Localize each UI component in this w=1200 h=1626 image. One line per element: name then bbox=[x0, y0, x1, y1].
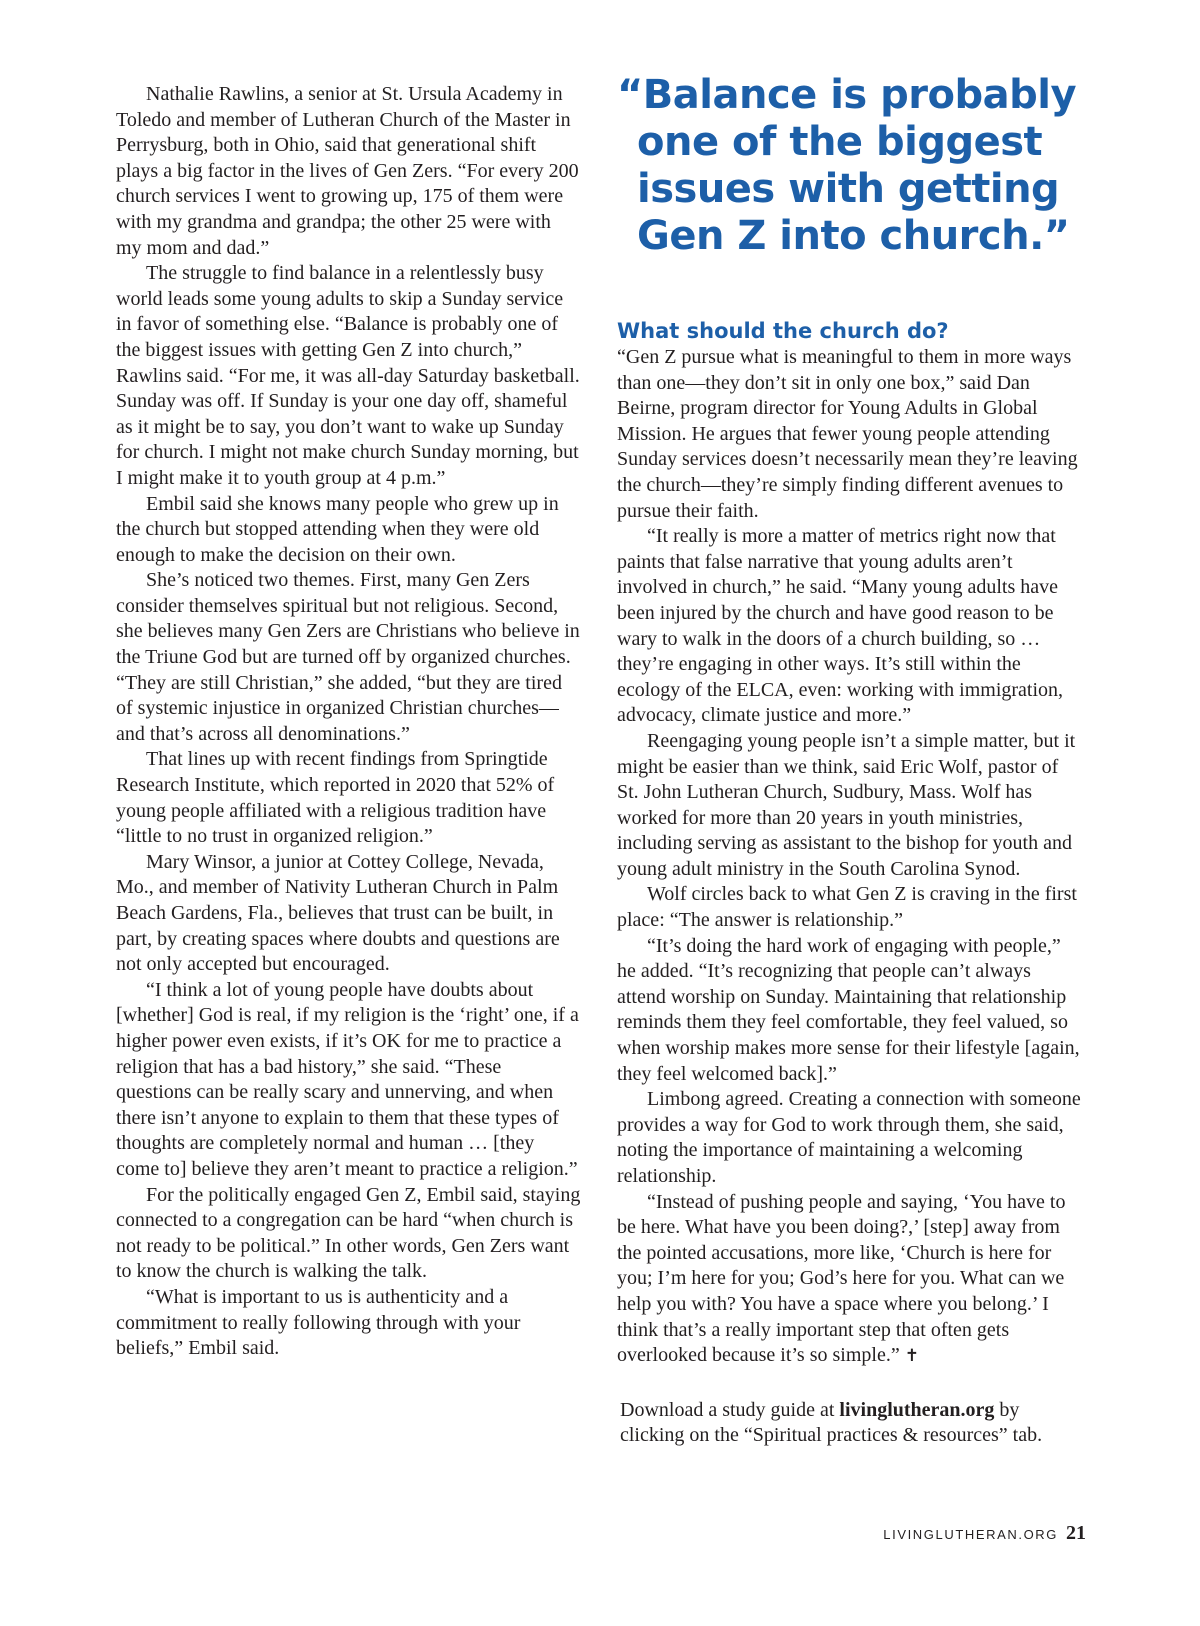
right-column bbox=[617, 72, 1082, 1449]
body-paragraph: Embil said she knows many people who grew up in the church but stopped attending when they were old enough to make the decision on their own. bbox=[116, 492, 559, 566]
body-paragraph: Nathalie Rawlins, a senior at St. Ursula Academy in Toledo and member of Lutheran Church of the Master in Perrysburg, both in Ohio, said that generational shift plays a big factor in the lives of Gen Zers. “For every 200 church services I went to growing up, 175 of them were with my grandma and grandpa; the other 25 were with my mom and dad.” bbox=[116, 83, 579, 259]
body-paragraph: Limbong agreed. Creating a connection with someone provides a way for God to work through them, she said, noting the importance of maintaining a welcoming relationship. bbox=[617, 1088, 1081, 1187]
body-paragraph: The struggle to find balance in a relentlessly busy world leads some young adults to skip a Sunday service in favor of something else. “Balance is probably one of the biggest issues with getting Gen Z into church,” Rawlins said. “For me, it was all-day Saturday basketball. Sunday was off. If Sunday is your one day off, shameful as it might be to say, you don’t want to wake up Sunday for church. I might not make church Sunday morning, but I might make it to youth group at 4 p.m.” bbox=[116, 262, 580, 489]
final-paragraph-text: “Instead of pushing people and saying, ‘You have to be here. What have you been doing?,’ [step] away from the pointed accusations, more like, ‘Church is here for you; I’m here for you; God’s here for you. What can we help you with? You have a space where you belong.’ I think that’s a really important step that often gets overlooked because it’s so simple.” bbox=[617, 1190, 1066, 1367]
body-paragraph: “What is important to us is authenticity and a commitment to really following through with your beliefs,” Embil said. bbox=[116, 1285, 521, 1360]
footer-site: LIVINGLUTHERAN.ORG bbox=[883, 1527, 1058, 1542]
body-paragraph-final bbox=[617, 1190, 1082, 1370]
body-paragraph: “I think a lot of young people have doubts about [whether] God is real, if my religion is the ‘right’ one, if a higher power even exists, if it’s OK for me to practice a religion that has a bad history,” she said. “These questions can be really scary and unnerving, and when there isn’t anyone to explain to them that these types of thoughts are completely normal and human … [they come to] believe they aren’t meant to practice a religion.” bbox=[116, 978, 579, 1180]
page-number: 21 bbox=[1066, 1522, 1086, 1544]
body-paragraph: “Gen Z pursue what is meaningful to them in more ways than one—they don’t sit in only one box,” said Dan Beirne, program director for Young Adults in Global Mission. He argues that fewer young people attending Sunday services doesn’t necessarily mean they’re leaving the church—they’re simply finding different avenues to pursue their faith. bbox=[617, 346, 1078, 522]
study-guide-note bbox=[617, 1398, 1082, 1449]
study-guide-text-end: by clicking on the “Spiritual practices & resources” tab. bbox=[620, 1398, 1043, 1447]
study-guide-link[interactable]: livinglutheran.org bbox=[839, 1398, 995, 1421]
body-paragraph: For the politically engaged Gen Z, Embil said, staying connected to a congregation can be hard “when church is not ready to be political.” In other words, Gen Zers want to know the church is walking the talk. bbox=[116, 1183, 581, 1283]
body-paragraph: That lines up with recent findings from Springtide Research Institute, which reported in 2020 that 52% of young people affiliated with a religious tradition have “little to no trust in organized religion.” bbox=[116, 748, 555, 848]
study-guide-text: Download a study guide at bbox=[620, 1398, 840, 1421]
body-paragraph: Mary Winsor, a junior at Cottey College, Nevada, Mo., and member of Nativity Lutheran Church in Palm Beach Gardens, Fla., believes that trust can be built, in part, by creating spaces where doubts and questions are not only accepted but encouraged. bbox=[116, 850, 560, 976]
body-paragraph: She’s noticed two themes. First, many Gen Zers consider themselves spiritual but not religious. Second, she believes many Gen Zers are Christians who believe in the Triune God but are turned off by organized churches. “They are still Christian,” she added, “but they are tired of systemic injustice in organized Christian churches—and that’s across all denominations.” bbox=[116, 569, 580, 745]
body-paragraph: Reengaging young people isn’t a simple matter, but it might be easier than we think, said Eric Wolf, pastor of St. John Lutheran Church, Sudbury, Mass. Wolf has worked for more than 20 years in youth ministries, including serving as assistant to the bishop for youth and young adult ministry in the South Carolina Synod. bbox=[617, 729, 1076, 880]
section-heading: What should the church do? bbox=[617, 319, 949, 343]
cross-icon: ✝ bbox=[904, 1346, 919, 1367]
body-paragraph: “It’s doing the hard work of engaging with people,” he added. “It’s recognizing that people can’t always attend worship on Sunday. Maintaining that relationship reminds them they feel comfortable, they feel valued, so when worship makes more sense for their lifestyle [again, they feel welcomed back].” bbox=[617, 934, 1080, 1085]
pull-quote: “Balance is probably one of the biggest issues with getting Gen Z into church.” bbox=[617, 72, 1077, 259]
page-footer bbox=[883, 1522, 1086, 1545]
body-paragraph: “It really is more a matter of metrics right now that paints that false narrative that young adults aren’t involved in church,” he said. “Many young adults have been injured by the church and have good reason to be wary to walk in the doors of a church building, so … they’re engaging in other ways. It’s still within the ecology of the ELCA, even: working with immigration, advocacy, climate justice and more.” bbox=[617, 525, 1064, 727]
body-paragraph: Wolf circles back to what Gen Z is craving in the first place: “The answer is relationship.” bbox=[617, 883, 1077, 932]
left-column bbox=[116, 82, 581, 1362]
